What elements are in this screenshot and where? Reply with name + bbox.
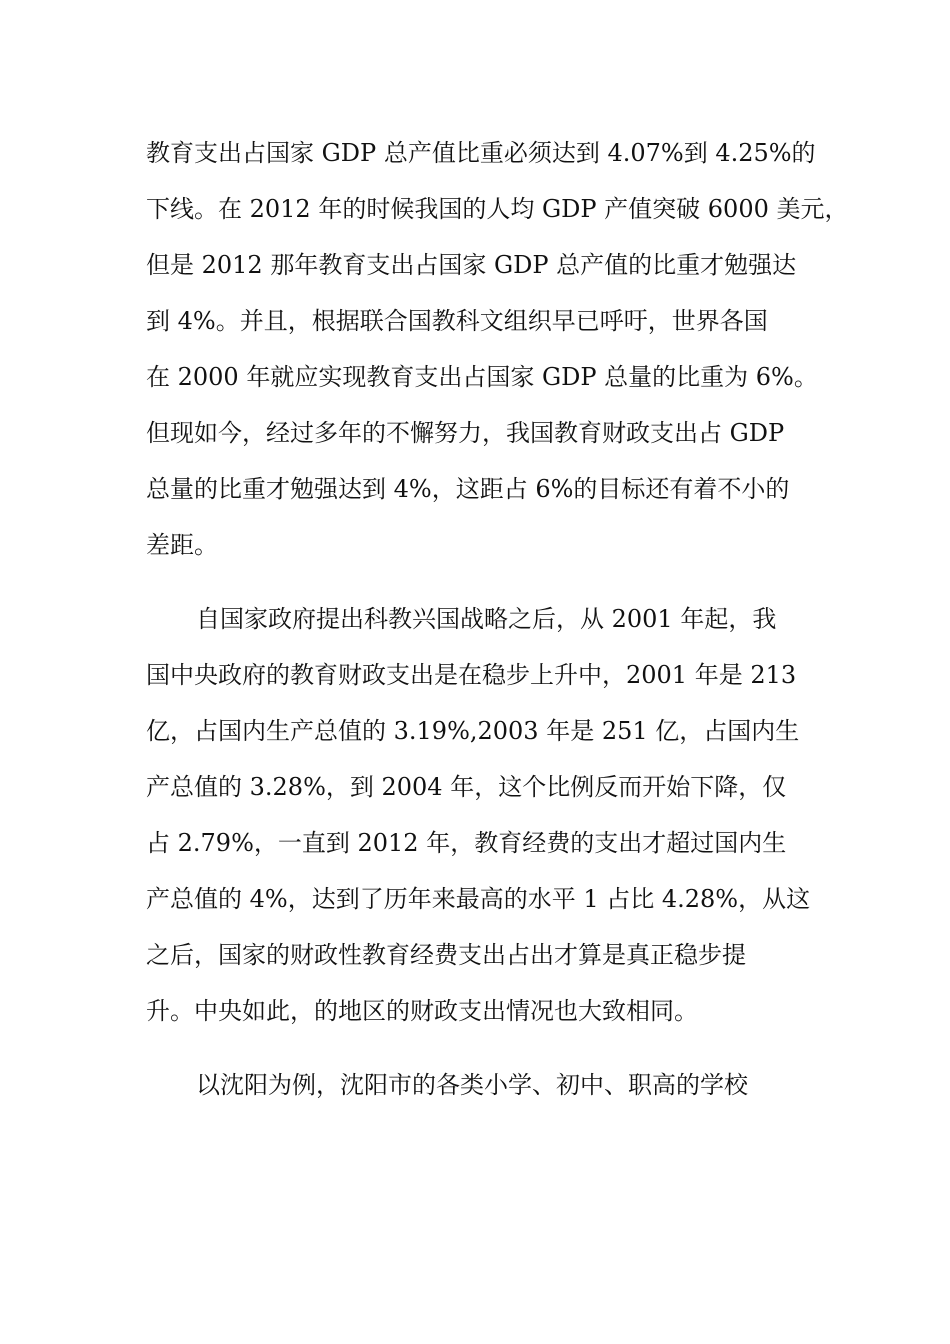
text-line: 差距。	[146, 531, 218, 559]
text-line: 总量的比重才勉强达到 4%，这距占 6%的目标还有着不小的	[146, 475, 790, 503]
text-line: 产总值的 3.28%，到 2004 年，这个比例反而开始下降，仅	[146, 773, 787, 801]
text-line: 在 2000 年就应实现教育支出占国家 GDP 总量的比重为 6%。	[146, 363, 818, 391]
text-line: 下线。在 2012 年的时候我国的人均 GDP 产值突破 6000 美元，	[146, 195, 849, 223]
text-line: 但是 2012 那年教育支出占国家 GDP 总产值的比重才勉强达	[146, 251, 797, 279]
paragraph-spacer	[146, 1039, 816, 1057]
paragraph-spacer	[146, 573, 816, 591]
paragraph-2	[146, 591, 816, 1039]
paragraph-3	[146, 1057, 816, 1113]
body-text	[146, 125, 849, 1113]
text-line-first: 以沈阳为例，沈阳市的各类小学、初中、职高的学校	[196, 1071, 748, 1099]
text-line: 亿，占国内生产总值的 3.19%,2003 年是 251 亿，占国内生	[146, 717, 800, 745]
text-line: 之后，国家的财政性教育经费支出占出才算是真正稳步提	[146, 941, 746, 969]
paragraph-1	[146, 125, 849, 573]
text-line: 升。中央如此，的地区的财政支出情况也大致相同。	[146, 997, 698, 1025]
text-line: 占 2.79%，一直到 2012 年，教育经费的支出才超过国内生	[146, 829, 787, 857]
text-line: 但现如今，经过多年的不懈努力，我国教育财政支出占 GDP	[146, 419, 785, 447]
text-line: 到 4%。并且，根据联合国教科文组织早已呼吁，世界各国	[146, 307, 768, 335]
text-line: 教育支出占国家 GDP 总产值比重必须达到 4.07%到 4.25%的	[146, 139, 816, 167]
text-line-first: 自国家政府提出科教兴国战略之后，从 2001 年起，我	[196, 605, 777, 633]
text-line: 国中央政府的教育财政支出是在稳步上升中，2001 年是 213	[146, 661, 797, 689]
text-line: 产总值的 4%，达到了历年来最高的水平 1 占比 4.28%，从这	[146, 885, 811, 913]
